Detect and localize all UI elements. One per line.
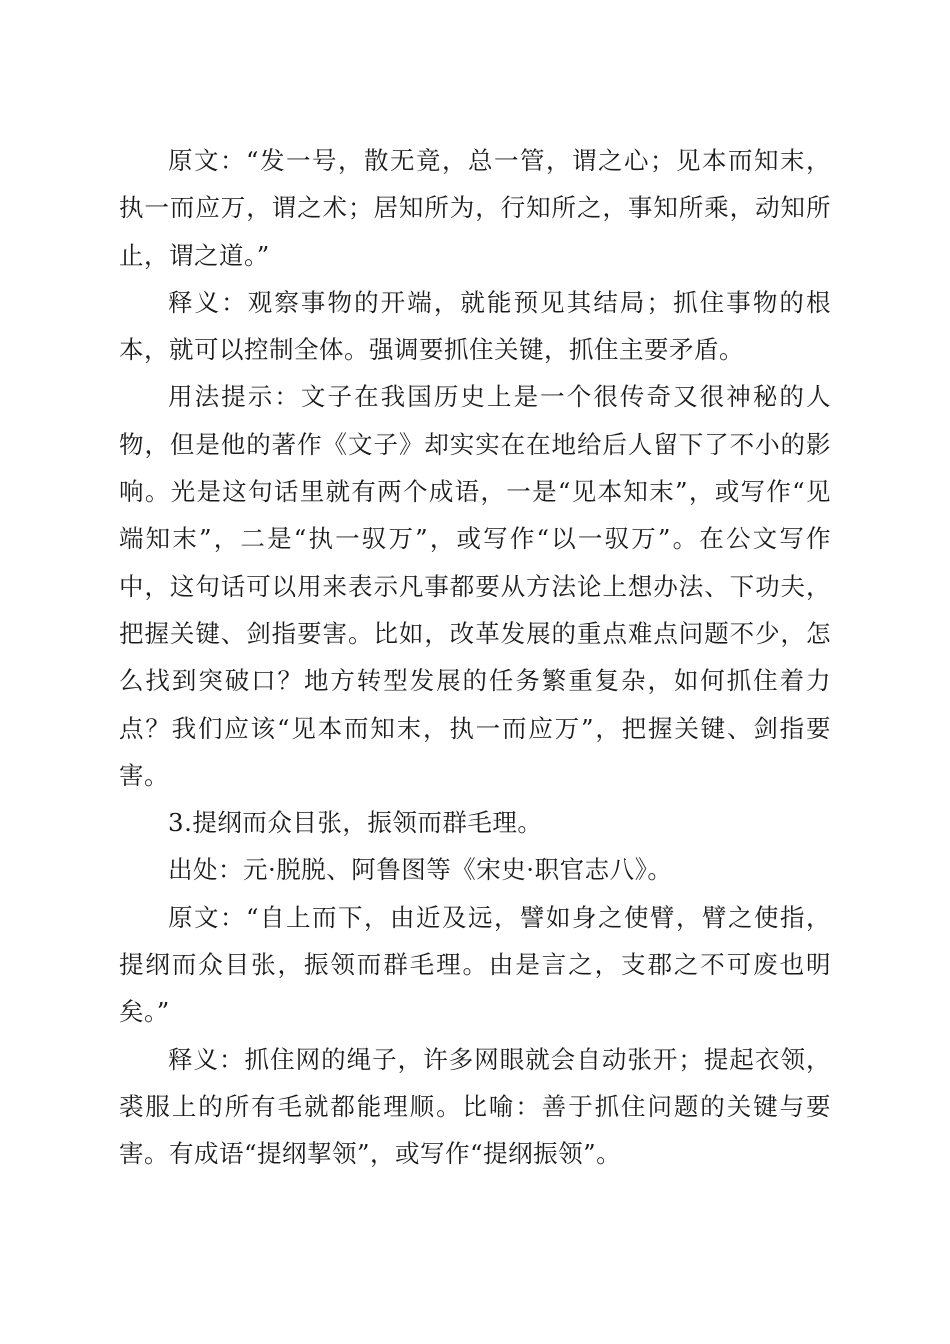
paragraph-original-text-1: 原文：“发一号，散无竟，总一管，谓之心；见本而知末，执一而应万，谓之术；居知所为，行知所之，事知所乘，动知所止，谓之道。” <box>119 146 831 270</box>
paragraph-meaning-2: 释义：抓住网的绳子，许多网眼就会自动张开；提起衣领，裘服上的所有毛就都能理顺。比喻：善于抓住问题的关键与要害。有成语“提纲挈领”，或写作“提纲振领”。 <box>119 1044 831 1169</box>
document-page <box>119 137 831 1178</box>
paragraph-usage-tip: 用法提示：文子在我国历史上是一个很传奇又很神秘的人物，但是他的著作《文子》却实实在在地给后人留下了不小的影响。光是这句话里就有两个成语，一是“见本知末”，或写作“见端知末”，二是“执一驭万”，或写作“以一驭万”。在公文写作中，这句话可以用来表示凡事都要从方法论上想办法、下功夫，把握关键、剑指要害。比如，改革发展的重点难点问题不少，怎么找到突破口？地方转型发展的任务繁重复杂，如何抓住着力点？我们应该“见本而知末，执一而应万”，把握关键、剑指要害。 <box>119 382 831 790</box>
paragraph-heading-3: 3.提纲而众目张，振领而群毛理。 <box>168 808 543 838</box>
paragraph-meaning-1: 释义：观察事物的开端，就能预见其结局；抓住事物的根本，就可以控制全体。强调要抓住关键，抓住主要矛盾。 <box>119 287 831 365</box>
paragraph-original-text-2: 原文：“自上而下，由近及远，譬如身之使臂，臂之使指，提纲而众目张，振领而群毛理。由是言之，支郡之不可废也明矣。” <box>119 902 831 1027</box>
paragraph-source: 出处：元·脱脱、阿鲁图等《宋史·职官志八》。 <box>168 855 673 885</box>
